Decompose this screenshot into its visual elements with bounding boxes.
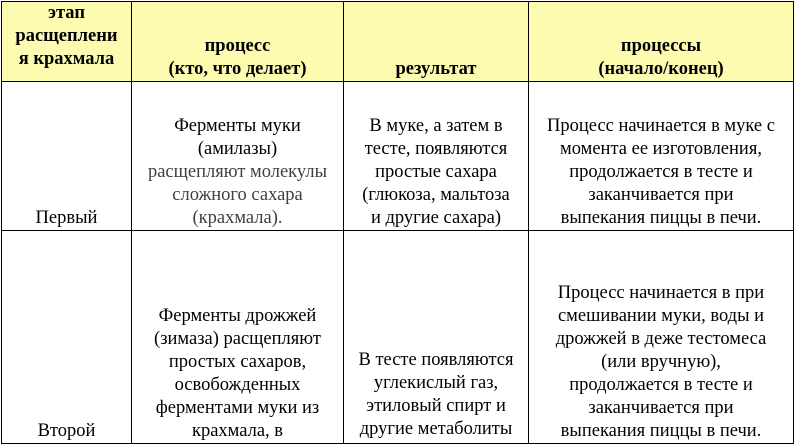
stage-cell: Второй <box>2 231 132 444</box>
span-line: выпекания пиццы в печи. <box>560 208 762 228</box>
result-line: другие метаболиты <box>359 419 513 439</box>
header-row <box>2 2 794 82</box>
span-line: заканчивается при <box>588 185 734 205</box>
span-line: выпекания пиццы в печи. <box>560 421 762 441</box>
result-line: (глюкоза, мальтоза <box>362 185 510 205</box>
span-line: смешивании муки, воды и <box>557 306 765 326</box>
process-line: крахмала, в <box>191 421 284 441</box>
header-process-line: (кто, что делает) <box>168 59 307 79</box>
span-cell <box>529 82 794 231</box>
table-row <box>2 231 794 444</box>
process-cell <box>132 82 344 231</box>
span-line: момента ее изготовления, <box>560 139 762 159</box>
process-line: сложного сахара <box>172 185 303 205</box>
span-line: Процесс начинается в муке с <box>547 116 775 136</box>
header-result <box>344 2 529 82</box>
header-span-line: процессы <box>620 36 702 56</box>
process-line: (амилазы) <box>197 139 278 159</box>
process-cell <box>132 231 344 444</box>
span-line: (или вручную), <box>601 352 721 372</box>
result-line: простые сахара <box>375 162 497 182</box>
span-line: продолжается в тесте и <box>569 375 753 395</box>
process-line: освобожденных <box>174 375 301 395</box>
process-line: (зимаза) расщепляют <box>154 329 321 349</box>
result-line: В тесте появляются <box>358 350 514 370</box>
result-line: тесте, появляются <box>364 139 508 159</box>
span-line: Процесс начинается в при <box>557 283 765 303</box>
result-cell <box>344 231 529 444</box>
header-result-line: результат <box>395 59 477 79</box>
span-cell <box>529 231 794 444</box>
result-line: и другие сахара) <box>370 208 501 228</box>
starch-breakdown-table <box>1 1 794 444</box>
header-stage-line: я крахмала <box>18 49 115 69</box>
process-line: простых сахаров, <box>168 352 307 372</box>
span-line: продолжается в тесте и <box>569 162 753 182</box>
header-span <box>529 2 794 82</box>
span-line: заканчивается при <box>588 398 734 418</box>
process-line: ферментами муки из <box>155 398 320 418</box>
header-process-line: процесс <box>204 36 271 56</box>
result-cell <box>344 82 529 231</box>
span-line: дрожжей в деже тестомеса <box>555 329 767 349</box>
process-line: Ферменты дрожжей <box>158 306 317 326</box>
process-line: расщепляют молекулы <box>147 162 328 182</box>
header-stage <box>2 2 132 82</box>
result-line: углекислый газ, <box>373 373 499 393</box>
header-stage-line: расщеплени <box>15 26 118 46</box>
header-span-line: (начало/конец) <box>598 59 724 79</box>
stage-cell: Первый <box>2 82 132 231</box>
header-stage-line: этап <box>48 3 85 23</box>
process-line: (крахмала). <box>192 208 283 228</box>
process-line: Ферменты муки <box>174 116 301 136</box>
result-line: В муке, а затем в <box>369 116 503 136</box>
result-line: этиловый спирт и <box>366 396 506 416</box>
header-process <box>132 2 344 82</box>
table-row <box>2 82 794 231</box>
